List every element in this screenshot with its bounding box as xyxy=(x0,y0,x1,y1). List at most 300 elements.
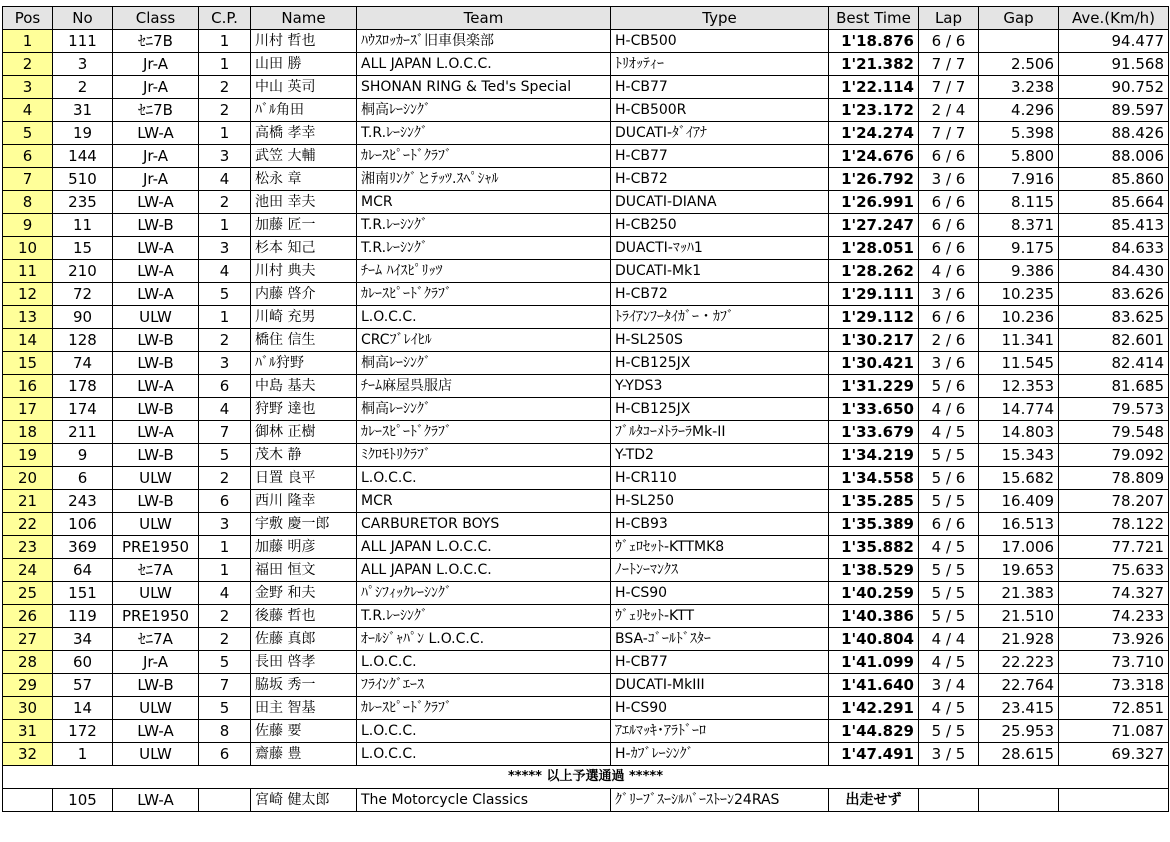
cell-type: H-CS90 xyxy=(611,697,829,720)
cell-gap: 10.236 xyxy=(979,306,1059,329)
cell-no: 510 xyxy=(53,168,113,191)
cell-ave: 71.087 xyxy=(1059,720,1169,743)
cell-lap: 4 / 5 xyxy=(919,697,979,720)
cell-no: 72 xyxy=(53,283,113,306)
cell-class: ULW xyxy=(113,582,199,605)
cell-ave: 73.926 xyxy=(1059,628,1169,651)
cell-lap: 4 / 5 xyxy=(919,651,979,674)
cell-lap: 4 / 6 xyxy=(919,398,979,421)
cell-ave: 85.664 xyxy=(1059,191,1169,214)
cell-ave: 78.809 xyxy=(1059,467,1169,490)
cell-team: L.O.C.C. xyxy=(357,467,611,490)
table-row xyxy=(3,214,1169,237)
cell-cp: 1 xyxy=(199,122,251,145)
cell-class: LW-A xyxy=(113,375,199,398)
cell-team: ﾊﾟｼﾌｨｯｸﾚｰｼﾝｸﾞ xyxy=(357,582,611,605)
cell-cp: 1 xyxy=(199,536,251,559)
cell-name: 日置 良平 xyxy=(251,467,357,490)
cell-team: ALL JAPAN L.O.C.C. xyxy=(357,536,611,559)
cell-pos: 30 xyxy=(3,697,53,720)
cell-gap xyxy=(979,789,1059,812)
cell-type: DUACTI-ﾏｯﾊ1 xyxy=(611,237,829,260)
table-row xyxy=(3,30,1169,53)
cell-class: LW-B xyxy=(113,490,199,513)
cell-name: 杉本 知己 xyxy=(251,237,357,260)
table-row xyxy=(3,421,1169,444)
cell-class: ｾﾆ7B xyxy=(113,30,199,53)
cell-gap: 15.682 xyxy=(979,467,1059,490)
cell-type: H-CB77 xyxy=(611,145,829,168)
cell-ave: 74.233 xyxy=(1059,605,1169,628)
cell-no: 243 xyxy=(53,490,113,513)
cell-cp: 1 xyxy=(199,30,251,53)
cell-name: 佐藤 要 xyxy=(251,720,357,743)
cell-best-time: 1'40.259 xyxy=(829,582,919,605)
table-row xyxy=(3,260,1169,283)
cell-ave: 81.685 xyxy=(1059,375,1169,398)
cell-ave: 77.721 xyxy=(1059,536,1169,559)
cell-team: T.R.ﾚｰｼﾝｸﾞ xyxy=(357,237,611,260)
cell-cp: 5 xyxy=(199,697,251,720)
cell-name: 橋住 信生 xyxy=(251,329,357,352)
cell-ave: 82.601 xyxy=(1059,329,1169,352)
cell-pos: 8 xyxy=(3,191,53,214)
cell-no: 3 xyxy=(53,53,113,76)
cell-lap: 5 / 5 xyxy=(919,490,979,513)
qualify-note: ***** 以上予選通過 ***** xyxy=(3,766,1169,789)
cell-lap: 4 / 5 xyxy=(919,536,979,559)
cell-name: 川村 哲也 xyxy=(251,30,357,53)
cell-lap: 6 / 6 xyxy=(919,191,979,214)
cell-type: H-CS90 xyxy=(611,582,829,605)
cell-name: 齋藤 豊 xyxy=(251,743,357,766)
cell-type: ｳﾞｪﾛｾｯﾄ-KTTMK8 xyxy=(611,536,829,559)
cell-ave: 75.633 xyxy=(1059,559,1169,582)
cell-class: PRE1950 xyxy=(113,605,199,628)
cell-pos: 3 xyxy=(3,76,53,99)
table-row xyxy=(3,145,1169,168)
cell-name: 田主 智基 xyxy=(251,697,357,720)
cell-name: 佐藤 真郎 xyxy=(251,628,357,651)
cell-ave: 79.092 xyxy=(1059,444,1169,467)
cell-team: CARBURETOR BOYS xyxy=(357,513,611,536)
cell-best-time: 1'24.676 xyxy=(829,145,919,168)
cell-best-time: 1'44.829 xyxy=(829,720,919,743)
cell-class: LW-A xyxy=(113,789,199,812)
table-row xyxy=(3,352,1169,375)
cell-no: 210 xyxy=(53,260,113,283)
cell-cp: 2 xyxy=(199,605,251,628)
cell-best-time: 1'26.991 xyxy=(829,191,919,214)
cell-team: L.O.C.C. xyxy=(357,720,611,743)
cell-ave: 88.426 xyxy=(1059,122,1169,145)
cell-name: 御林 正樹 xyxy=(251,421,357,444)
cell-name: 脇坂 秀一 xyxy=(251,674,357,697)
cell-team: ｵｰﾙｼﾞｬﾊﾟﾝ L.O.C.C. xyxy=(357,628,611,651)
cell-best-time: 1'23.172 xyxy=(829,99,919,122)
header-no: No xyxy=(53,7,113,30)
cell-name: 山田 勝 xyxy=(251,53,357,76)
cell-no: 119 xyxy=(53,605,113,628)
cell-gap: 14.803 xyxy=(979,421,1059,444)
cell-gap: 5.398 xyxy=(979,122,1059,145)
table-row xyxy=(3,237,1169,260)
cell-team: T.R.ﾚｰｼﾝｸﾞ xyxy=(357,214,611,237)
cell-gap: 22.764 xyxy=(979,674,1059,697)
cell-gap: 25.953 xyxy=(979,720,1059,743)
cell-name: 中島 基夫 xyxy=(251,375,357,398)
cell-type: DUCATI-DIANA xyxy=(611,191,829,214)
cell-lap: 5 / 5 xyxy=(919,582,979,605)
cell-ave: 79.573 xyxy=(1059,398,1169,421)
cell-ave: 72.851 xyxy=(1059,697,1169,720)
header-row xyxy=(3,7,1169,30)
cell-no: 235 xyxy=(53,191,113,214)
cell-ave: 91.568 xyxy=(1059,53,1169,76)
cell-class: ｾﾆ7A xyxy=(113,559,199,582)
cell-no: 64 xyxy=(53,559,113,582)
cell-pos: 16 xyxy=(3,375,53,398)
cell-lap: 4 / 5 xyxy=(919,421,979,444)
cell-pos: 2 xyxy=(3,53,53,76)
cell-type: Y-YDS3 xyxy=(611,375,829,398)
table-row xyxy=(3,76,1169,99)
cell-ave: 73.710 xyxy=(1059,651,1169,674)
cell-lap: 6 / 6 xyxy=(919,513,979,536)
cell-no: 34 xyxy=(53,628,113,651)
cell-class: Jr-A xyxy=(113,651,199,674)
cell-best-time: 1'40.386 xyxy=(829,605,919,628)
cell-lap: 6 / 6 xyxy=(919,145,979,168)
cell-lap: 3 / 6 xyxy=(919,168,979,191)
cell-best-time: 1'34.558 xyxy=(829,467,919,490)
cell-cp: 5 xyxy=(199,283,251,306)
cell-cp: 2 xyxy=(199,76,251,99)
cell-pos: 4 xyxy=(3,99,53,122)
cell-cp: 2 xyxy=(199,628,251,651)
cell-gap: 12.353 xyxy=(979,375,1059,398)
cell-no: 369 xyxy=(53,536,113,559)
cell-gap: 17.006 xyxy=(979,536,1059,559)
cell-type: ﾄﾘｵｯﾃｨｰ xyxy=(611,53,829,76)
table-row xyxy=(3,582,1169,605)
table-row xyxy=(3,743,1169,766)
cell-lap xyxy=(919,789,979,812)
cell-class: ULW xyxy=(113,467,199,490)
cell-no: 15 xyxy=(53,237,113,260)
header-name: Name xyxy=(251,7,357,30)
cell-ave: 88.006 xyxy=(1059,145,1169,168)
cell-class: LW-B xyxy=(113,329,199,352)
cell-name: 加藤 匠一 xyxy=(251,214,357,237)
cell-ave: 83.625 xyxy=(1059,306,1169,329)
cell-gap: 9.386 xyxy=(979,260,1059,283)
cell-ave xyxy=(1059,789,1169,812)
cell-team: T.R.ﾚｰｼﾝｸﾞ xyxy=(357,122,611,145)
cell-best-time: 1'41.640 xyxy=(829,674,919,697)
cell-cp: 6 xyxy=(199,490,251,513)
cell-class: LW-B xyxy=(113,398,199,421)
cell-cp: 6 xyxy=(199,743,251,766)
cell-type: H-CR110 xyxy=(611,467,829,490)
cell-best-time: 1'47.491 xyxy=(829,743,919,766)
cell-team: ﾁｰﾑ麻屋呉服店 xyxy=(357,375,611,398)
cell-pos xyxy=(3,789,53,812)
cell-type: H-SL250 xyxy=(611,490,829,513)
cell-cp: 4 xyxy=(199,260,251,283)
cell-class: ULW xyxy=(113,513,199,536)
cell-pos: 11 xyxy=(3,260,53,283)
cell-lap: 7 / 7 xyxy=(919,76,979,99)
cell-class: ｾﾆ7A xyxy=(113,628,199,651)
cell-best-time: 1'35.389 xyxy=(829,513,919,536)
table-row xyxy=(3,444,1169,467)
cell-best-time: 1'40.804 xyxy=(829,628,919,651)
cell-class: ULW xyxy=(113,306,199,329)
cell-cp: 2 xyxy=(199,467,251,490)
cell-pos: 26 xyxy=(3,605,53,628)
cell-class: PRE1950 xyxy=(113,536,199,559)
cell-pos: 6 xyxy=(3,145,53,168)
cell-ave: 85.860 xyxy=(1059,168,1169,191)
cell-pos: 18 xyxy=(3,421,53,444)
table-row xyxy=(3,53,1169,76)
cell-pos: 12 xyxy=(3,283,53,306)
cell-team: 桐高ﾚｰｼﾝｸﾞ xyxy=(357,99,611,122)
cell-cp: 7 xyxy=(199,421,251,444)
cell-team: ｶﾚｰｽﾋﾟｰﾄﾞｸﾗﾌﾞ xyxy=(357,697,611,720)
cell-team: L.O.C.C. xyxy=(357,651,611,674)
cell-no: 6 xyxy=(53,467,113,490)
table-row xyxy=(3,651,1169,674)
cell-ave: 85.413 xyxy=(1059,214,1169,237)
cell-lap: 3 / 6 xyxy=(919,283,979,306)
cell-cp: 4 xyxy=(199,168,251,191)
cell-team: MCR xyxy=(357,490,611,513)
table-row-dns xyxy=(3,789,1169,812)
cell-lap: 3 / 4 xyxy=(919,674,979,697)
cell-name: 池田 幸夫 xyxy=(251,191,357,214)
cell-lap: 6 / 6 xyxy=(919,214,979,237)
cell-name: 武笠 大輔 xyxy=(251,145,357,168)
cell-team: 桐高ﾚｰｼﾝｸﾞ xyxy=(357,398,611,421)
cell-no: 19 xyxy=(53,122,113,145)
cell-team: ﾊｳｽﾛｯｶｰｽﾞ旧車倶楽部 xyxy=(357,30,611,53)
cell-lap: 5 / 5 xyxy=(919,605,979,628)
cell-class: Jr-A xyxy=(113,168,199,191)
cell-team: ｶﾚｰｽﾋﾟｰﾄﾞｸﾗﾌﾞ xyxy=(357,145,611,168)
cell-ave: 89.597 xyxy=(1059,99,1169,122)
cell-team: 桐高ﾚｰｼﾝｸﾞ xyxy=(357,352,611,375)
cell-cp: 5 xyxy=(199,651,251,674)
cell-team: ｶﾚｰｽﾋﾟｰﾄﾞｸﾗﾌﾞ xyxy=(357,283,611,306)
cell-gap: 16.409 xyxy=(979,490,1059,513)
cell-gap: 5.800 xyxy=(979,145,1059,168)
cell-gap: 3.238 xyxy=(979,76,1059,99)
cell-lap: 5 / 5 xyxy=(919,720,979,743)
table-row xyxy=(3,513,1169,536)
cell-class: LW-B xyxy=(113,214,199,237)
cell-lap: 2 / 4 xyxy=(919,99,979,122)
cell-best-time: 1'29.111 xyxy=(829,283,919,306)
table-row xyxy=(3,329,1169,352)
cell-class: LW-B xyxy=(113,352,199,375)
cell-class: ｾﾆ7B xyxy=(113,99,199,122)
table-row xyxy=(3,191,1169,214)
cell-name: 加藤 明彦 xyxy=(251,536,357,559)
cell-cp: 3 xyxy=(199,237,251,260)
cell-best-time: 1'35.285 xyxy=(829,490,919,513)
cell-lap: 6 / 6 xyxy=(919,237,979,260)
cell-type: H-CB93 xyxy=(611,513,829,536)
cell-pos: 29 xyxy=(3,674,53,697)
cell-lap: 6 / 6 xyxy=(919,306,979,329)
cell-class: LW-B xyxy=(113,674,199,697)
cell-gap xyxy=(979,30,1059,53)
cell-class: LW-A xyxy=(113,237,199,260)
cell-best-time: 1'35.882 xyxy=(829,536,919,559)
cell-gap: 22.223 xyxy=(979,651,1059,674)
cell-gap: 9.175 xyxy=(979,237,1059,260)
cell-type: H-CB125JX xyxy=(611,352,829,375)
cell-name: 中山 英司 xyxy=(251,76,357,99)
cell-team: MCR xyxy=(357,191,611,214)
cell-best-time: 1'22.114 xyxy=(829,76,919,99)
cell-no: 11 xyxy=(53,214,113,237)
cell-best-time: 1'28.051 xyxy=(829,237,919,260)
cell-best-time: 出走せず xyxy=(829,789,919,812)
cell-best-time: 1'30.421 xyxy=(829,352,919,375)
cell-pos: 13 xyxy=(3,306,53,329)
cell-pos: 5 xyxy=(3,122,53,145)
cell-cp: 5 xyxy=(199,444,251,467)
table-row xyxy=(3,99,1169,122)
table-row xyxy=(3,375,1169,398)
cell-type: H-CB72 xyxy=(611,283,829,306)
cell-class: Jr-A xyxy=(113,53,199,76)
cell-class: LW-A xyxy=(113,720,199,743)
cell-best-time: 1'29.112 xyxy=(829,306,919,329)
cell-type: ｸﾞﾘｰﾌﾞｽｰｼﾙﾊﾞｰｽﾄｰﾝ24RAS xyxy=(611,789,829,812)
cell-best-time: 1'24.274 xyxy=(829,122,919,145)
cell-ave: 90.752 xyxy=(1059,76,1169,99)
cell-gap: 21.928 xyxy=(979,628,1059,651)
cell-ave: 84.430 xyxy=(1059,260,1169,283)
cell-name: 宇敷 慶一郎 xyxy=(251,513,357,536)
cell-no: 9 xyxy=(53,444,113,467)
cell-ave: 69.327 xyxy=(1059,743,1169,766)
table-row xyxy=(3,467,1169,490)
cell-team: L.O.C.C. xyxy=(357,743,611,766)
table-row xyxy=(3,559,1169,582)
cell-team: The Motorcycle Classics xyxy=(357,789,611,812)
cell-best-time: 1'34.219 xyxy=(829,444,919,467)
cell-class: ULW xyxy=(113,697,199,720)
cell-team: T.R.ﾚｰｼﾝｸﾞ xyxy=(357,605,611,628)
cell-gap: 7.916 xyxy=(979,168,1059,191)
cell-no: 128 xyxy=(53,329,113,352)
cell-no: 106 xyxy=(53,513,113,536)
cell-team: L.O.C.C. xyxy=(357,306,611,329)
cell-team: ﾌﾗｲﾝｸﾞｴｰｽ xyxy=(357,674,611,697)
cell-type: BSA-ｺﾞｰﾙﾄﾞｽﾀｰ xyxy=(611,628,829,651)
cell-name: ﾊﾞﾙ狩野 xyxy=(251,352,357,375)
cell-gap: 8.115 xyxy=(979,191,1059,214)
cell-cp: 8 xyxy=(199,720,251,743)
cell-no: 1 xyxy=(53,743,113,766)
cell-cp: 3 xyxy=(199,513,251,536)
cell-best-time: 1'42.291 xyxy=(829,697,919,720)
cell-type: ｱｴﾙﾏｯｷ･ｱﾗﾄﾞｰﾛ xyxy=(611,720,829,743)
header-ave: Ave.(Km/h) xyxy=(1059,7,1169,30)
header-pos: Pos xyxy=(3,7,53,30)
cell-gap: 19.653 xyxy=(979,559,1059,582)
cell-lap: 3 / 6 xyxy=(919,352,979,375)
cell-lap: 2 / 6 xyxy=(919,329,979,352)
cell-no: 31 xyxy=(53,99,113,122)
header-best-time: Best Time xyxy=(829,7,919,30)
cell-class: Jr-A xyxy=(113,76,199,99)
cell-pos: 10 xyxy=(3,237,53,260)
cell-gap: 11.341 xyxy=(979,329,1059,352)
cell-gap: 14.774 xyxy=(979,398,1059,421)
cell-pos: 1 xyxy=(3,30,53,53)
cell-no: 2 xyxy=(53,76,113,99)
cell-type: ﾉｰﾄﾝｰﾏﾝｸｽ xyxy=(611,559,829,582)
cell-type: H-SL250S xyxy=(611,329,829,352)
cell-name: 西川 隆幸 xyxy=(251,490,357,513)
cell-no: 57 xyxy=(53,674,113,697)
cell-best-time: 1'27.247 xyxy=(829,214,919,237)
cell-cp: 1 xyxy=(199,214,251,237)
cell-ave: 79.548 xyxy=(1059,421,1169,444)
cell-ave: 83.626 xyxy=(1059,283,1169,306)
cell-type: DUCATI-Mk1 xyxy=(611,260,829,283)
cell-best-time: 1'38.529 xyxy=(829,559,919,582)
cell-type: ﾌﾞﾙﾀｺｰﾒﾄﾗｰﾗMk-II xyxy=(611,421,829,444)
cell-team: ｶﾚｰｽﾋﾟｰﾄﾞｸﾗﾌﾞ xyxy=(357,421,611,444)
cell-no: 90 xyxy=(53,306,113,329)
cell-cp: 6 xyxy=(199,375,251,398)
cell-no: 211 xyxy=(53,421,113,444)
cell-pos: 9 xyxy=(3,214,53,237)
cell-type: H-CB250 xyxy=(611,214,829,237)
header-lap: Lap xyxy=(919,7,979,30)
cell-no: 60 xyxy=(53,651,113,674)
cell-team: CRCﾌﾞﾚｲﾋﾙ xyxy=(357,329,611,352)
cell-gap: 8.371 xyxy=(979,214,1059,237)
cell-lap: 7 / 7 xyxy=(919,122,979,145)
cell-lap: 3 / 5 xyxy=(919,743,979,766)
cell-cp: 3 xyxy=(199,352,251,375)
cell-type: DUCATI-ﾀﾞｲｱﾅ xyxy=(611,122,829,145)
cell-cp xyxy=(199,789,251,812)
cell-pos: 28 xyxy=(3,651,53,674)
cell-class: LW-A xyxy=(113,260,199,283)
table-row xyxy=(3,490,1169,513)
cell-cp: 4 xyxy=(199,398,251,421)
cell-best-time: 1'31.229 xyxy=(829,375,919,398)
header-class: Class xyxy=(113,7,199,30)
cell-pos: 14 xyxy=(3,329,53,352)
cell-best-time: 1'21.382 xyxy=(829,53,919,76)
cell-pos: 21 xyxy=(3,490,53,513)
cell-no: 105 xyxy=(53,789,113,812)
cell-pos: 7 xyxy=(3,168,53,191)
cell-lap: 4 / 6 xyxy=(919,260,979,283)
cell-ave: 82.414 xyxy=(1059,352,1169,375)
table-row xyxy=(3,168,1169,191)
